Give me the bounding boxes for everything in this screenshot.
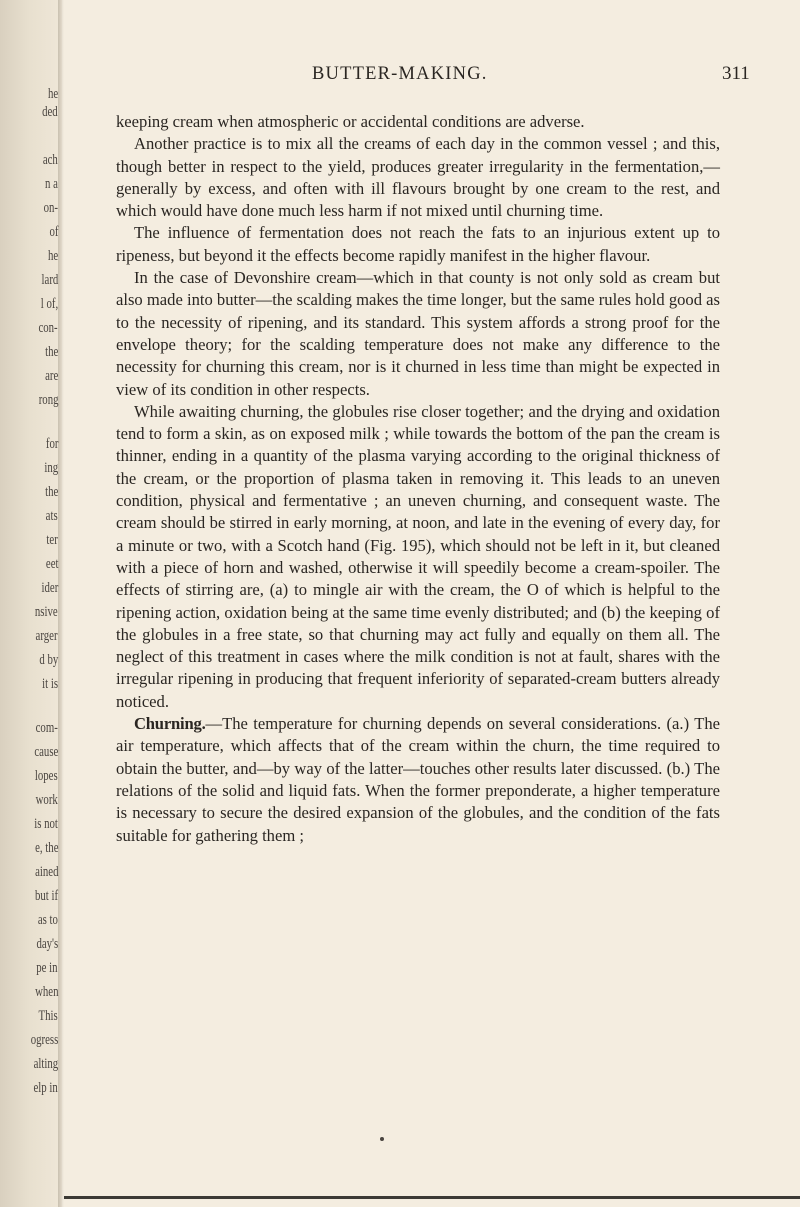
margin-fragment: are <box>44 368 58 384</box>
margin-fragment: he <box>47 86 58 102</box>
running-head <box>0 58 800 88</box>
margin-fragment: ded <box>42 104 58 120</box>
margin-fragment: day's <box>36 936 58 952</box>
margin-fragment: d by <box>39 652 58 668</box>
margin-fragment: ing <box>44 460 58 476</box>
margin-fragment: the <box>44 344 58 360</box>
margin-fragment: is not <box>34 816 58 832</box>
margin-fragment: l of, <box>40 296 58 312</box>
margin-fragment: rong <box>38 392 58 408</box>
paragraph: The influence of fermentation does not reach the fats to an injurious extent up to ripeness, but beyond it the effects become rapidly manifest in the higher flavour. <box>116 223 720 265</box>
running-title: BUTTER-MAKING. <box>312 64 488 84</box>
body-text <box>116 111 720 847</box>
margin-fragment: alting <box>33 1056 58 1072</box>
margin-fragment: lard <box>41 272 58 288</box>
margin-fragment: the <box>44 484 58 500</box>
margin-fragment: con- <box>38 320 58 336</box>
margin-fragment: n a <box>45 176 58 192</box>
page-bottom-edge <box>64 1196 800 1199</box>
paragraph: In the case of Devonshire cream—which in that county is not only sold as cream but also made into butter—the scalding makes the time longer, but the same rules hold good as to the necessity of ripening, and its standard. This system affords a strong proof for the envelope theory; for the scalding temperature does not make any difference to the necessity for churning this cream, nor is it churned in less time than might be expected in view of its condition in other respects. <box>116 268 720 399</box>
margin-fragment: cause <box>34 744 58 760</box>
margin-fragment: it is <box>42 676 58 692</box>
margin-fragment: This <box>38 1008 58 1024</box>
page-fold-shadow <box>58 0 64 1207</box>
paragraph: Another practice is to mix all the creams of each day in the common vessel ; and this, though better in respect to the yield, produces greater irregularity in the fermentation,—generally by excess, and often with ill flavours brought by one cream to the rest, and which would have done much less harm if not mixed until churning time. <box>116 134 720 221</box>
margin-fragment: ach <box>43 152 58 168</box>
margin-fragment: he <box>47 248 58 264</box>
margin-fragment: for <box>45 436 58 452</box>
margin-fragment: arger <box>36 628 58 644</box>
margin-fragment: ained <box>34 864 58 880</box>
margin-fragment: ter <box>46 532 58 548</box>
margin-fragment: but if <box>34 888 58 904</box>
ink-speck <box>380 1137 384 1141</box>
section-run-in-heading: Churning. <box>134 714 206 734</box>
paragraph-text: —The temperature for churning depends on several considerations. (a.) The air temperature, which affects that of the cream within the churn, the time required to obtain the butter, and—by way of the latter—touches other results later discussed. (b.) The relations of the solid and liquid fats. When the former preponderate, a higher temperature is necessary to secure the desired expansion of the globules, and the condition of the fats suitable for gathering them ; <box>116 714 720 845</box>
margin-fragment: ider <box>41 580 58 596</box>
paragraph: While awaiting churning, the globules rise closer together; and the drying and oxidation tend to form a skin, as on exposed milk ; while towards the bottom of the pan the cream is thinner, ending in a quantity of the plasma varying according to the original thickness of the cream, or the proportion of plasma taken in removing it. This leads to an uneven condition, physical and fermentative ; an uneven churning, and consequent waste. The cream should be stirred in early morning, at noon, and late in the evening of every day, for a minute or two, with a Scotch hand (Fig. 195), which should not be left in it, but cleaned with a piece of horn and washed, otherwise it will speedily become a cream-spoiler. The effects of stirring are, (a) to mingle air with the cream, the O of which is helpful to the ripening action, oxidation being at the same time evenly distributed; and (b) the keeping of the globules in a free state, so that churning may act fully and equally on them all. The neglect of this treatment in cases where the milk condition is not at fault, shares with the irregular ripening in producing that frequent inferiority of separated-cream butters already noticed. <box>116 401 720 711</box>
margin-fragment: elp in <box>33 1080 58 1096</box>
margin-fragment: as to <box>37 912 58 928</box>
paragraph: keeping cream when atmospheric or accidental conditions are adverse. <box>116 112 585 131</box>
facing-page-margin <box>0 0 62 1207</box>
margin-fragment: com- <box>35 720 58 736</box>
margin-fragment: when <box>34 984 58 1000</box>
margin-fragment: of <box>49 224 58 240</box>
margin-fragment: lopes <box>35 768 58 784</box>
margin-fragment: e, the <box>34 840 58 856</box>
margin-fragment: nsive <box>35 604 58 620</box>
paragraph-churning <box>116 713 720 847</box>
margin-fragment: ogress <box>30 1032 58 1048</box>
margin-fragment: pe in <box>36 960 58 976</box>
page-number: 311 <box>722 63 750 84</box>
margin-fragment: on- <box>43 200 58 216</box>
margin-fragment: ats <box>45 508 58 524</box>
margin-fragment: work <box>35 792 58 808</box>
margin-fragment: eet <box>45 556 58 572</box>
